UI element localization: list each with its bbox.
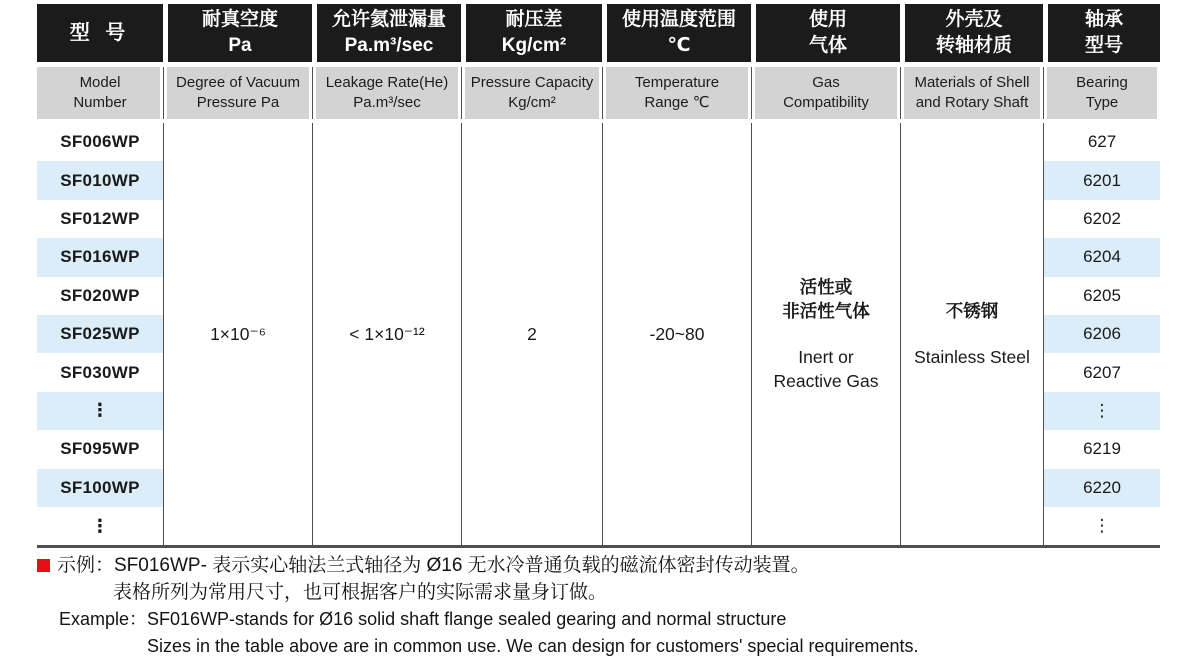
leakage-value-cell — [312, 123, 461, 545]
note-line-en-1 — [37, 606, 919, 633]
subheader-label: Gas — [812, 74, 840, 91]
bearing-cell: 6207 — [1043, 353, 1160, 391]
footnotes — [37, 552, 919, 660]
gas-value-cn: 非活性气体 — [782, 301, 870, 322]
subheader-label: Temperature — [634, 74, 720, 91]
subheader-label: Model — [79, 74, 121, 91]
subheader-label: Pa.m³/sec — [353, 94, 421, 111]
header-cell-gas — [751, 4, 900, 62]
header-cell-vacuum — [163, 4, 312, 62]
gas-value-en: Inert or — [798, 347, 854, 368]
header-label: 耐压差 — [505, 9, 563, 30]
vacuum-value: 1×10⁻⁶ — [210, 323, 266, 344]
model-ellipsis-cell: ⋮ — [37, 392, 163, 430]
note-line-en-2 — [37, 633, 919, 660]
red-square-bullet-icon — [37, 559, 50, 572]
header-label: 型号 — [1084, 35, 1123, 56]
note-text: Sizes in the table above are in common use. We can design for customers' special requirements. — [147, 636, 919, 656]
bearing-ellipsis-cell: ⋮ — [1043, 507, 1160, 545]
subheader-label: Degree of Vacuum — [176, 74, 300, 91]
bearing-cell: 6201 — [1043, 161, 1160, 199]
header-label: 使用温度范围 — [621, 9, 736, 30]
subheader-label: Kg/cm² — [508, 94, 556, 111]
bearing-cell: 6202 — [1043, 200, 1160, 238]
header-label: 使用 — [808, 9, 847, 30]
material-value-en: Stainless Steel — [914, 347, 1030, 368]
subheader-cell-material — [900, 67, 1043, 119]
model-cell: SF010WP — [37, 161, 163, 199]
header-cell-leakage — [312, 4, 461, 62]
bearing-cell: 6205 — [1043, 277, 1160, 315]
subheader-label: Type — [1085, 94, 1119, 111]
header-unit: Kg/cm² — [501, 35, 567, 56]
header-label: 外壳及 — [945, 9, 1003, 30]
header-label: 轴承 — [1084, 9, 1123, 30]
subheader-label: Compatibility — [783, 94, 869, 111]
header-cell-bearing — [1043, 4, 1160, 62]
header-label: 型 号 — [69, 22, 131, 44]
subheader-label: Leakage Rate(He) — [325, 74, 449, 91]
subheader-cell-gas — [751, 67, 900, 119]
bearing-cell: 6219 — [1043, 430, 1160, 468]
model-cell: SF025WP — [37, 315, 163, 353]
subheader-cell-leakage — [312, 67, 461, 119]
header-unit: Pa.m³/sec — [344, 35, 434, 56]
subheader-cell-vacuum — [163, 67, 312, 119]
subheader-label: and Rotary Shaft — [915, 94, 1029, 111]
bearing-cell: 6220 — [1043, 469, 1160, 507]
model-cell: SF095WP — [37, 430, 163, 468]
header-cell-material — [900, 4, 1043, 62]
note-text: 示例：SF016WP- 表示实心轴法兰式轴径为 Ø16 无水冷普通负载的磁流体密封传动装置。 — [57, 555, 810, 576]
note-text: Example：SF016WP-stands for Ø16 solid shaft flange sealed gearing and normal structure — [59, 609, 787, 629]
subheader-label: Pressure Pa — [196, 94, 280, 111]
bearing-cell: 6204 — [1043, 238, 1160, 276]
note-line-cn-1 — [37, 552, 919, 579]
header-label: 允许氦泄漏量 — [331, 9, 446, 30]
model-cell: SF006WP — [37, 123, 163, 161]
header-unit: ℃ — [667, 35, 691, 56]
model-cell: SF016WP — [37, 238, 163, 276]
header-cell-temperature — [602, 4, 751, 62]
note-text: 表格所列为常用尺寸，也可根据客户的实际需求量身订做。 — [113, 582, 608, 603]
subheader-label: Range ℃ — [644, 94, 710, 111]
header-label: 耐真空度 — [201, 9, 278, 30]
material-value-cell — [900, 123, 1043, 545]
header-label: 转轴材质 — [935, 35, 1012, 56]
subheader-cell-bearing — [1043, 67, 1160, 119]
header-cell-pressure — [461, 4, 602, 62]
spec-table — [37, 4, 1160, 548]
pressure-value: 2 — [527, 323, 537, 344]
subheader-label: Number — [73, 94, 127, 111]
note-line-cn-2 — [37, 579, 919, 606]
model-cell: SF012WP — [37, 200, 163, 238]
header-label: 气体 — [808, 35, 847, 56]
bearing-cell: 6206 — [1043, 315, 1160, 353]
subheader-label: Materials of Shell — [914, 74, 1030, 91]
gas-value-en: Reactive Gas — [773, 371, 879, 392]
gas-value-cell — [751, 123, 900, 545]
bearing-cell: 627 — [1043, 123, 1160, 161]
temperature-value: -20~80 — [649, 323, 705, 344]
header-unit: Pa — [228, 35, 252, 56]
model-cell: SF100WP — [37, 469, 163, 507]
model-cell: SF020WP — [37, 277, 163, 315]
subheader-label: Pressure Capacity — [470, 74, 594, 91]
temperature-value-cell — [602, 123, 751, 545]
bearing-ellipsis-cell: ⋮ — [1043, 392, 1160, 430]
subheader-cell-model — [37, 67, 163, 119]
model-cell: SF030WP — [37, 353, 163, 391]
subheader-cell-temperature — [602, 67, 751, 119]
model-ellipsis-cell: ⋮ — [37, 507, 163, 545]
material-value-cn: 不锈钢 — [945, 301, 999, 322]
subheader-label: Bearing — [1076, 74, 1128, 91]
gas-value-cn: 活性或 — [799, 277, 853, 298]
header-cell-model — [37, 4, 163, 62]
pressure-value-cell — [461, 123, 602, 545]
subheader-cell-pressure — [461, 67, 602, 119]
vacuum-value-cell — [163, 123, 312, 545]
leakage-value: < 1×10⁻¹² — [349, 323, 425, 344]
